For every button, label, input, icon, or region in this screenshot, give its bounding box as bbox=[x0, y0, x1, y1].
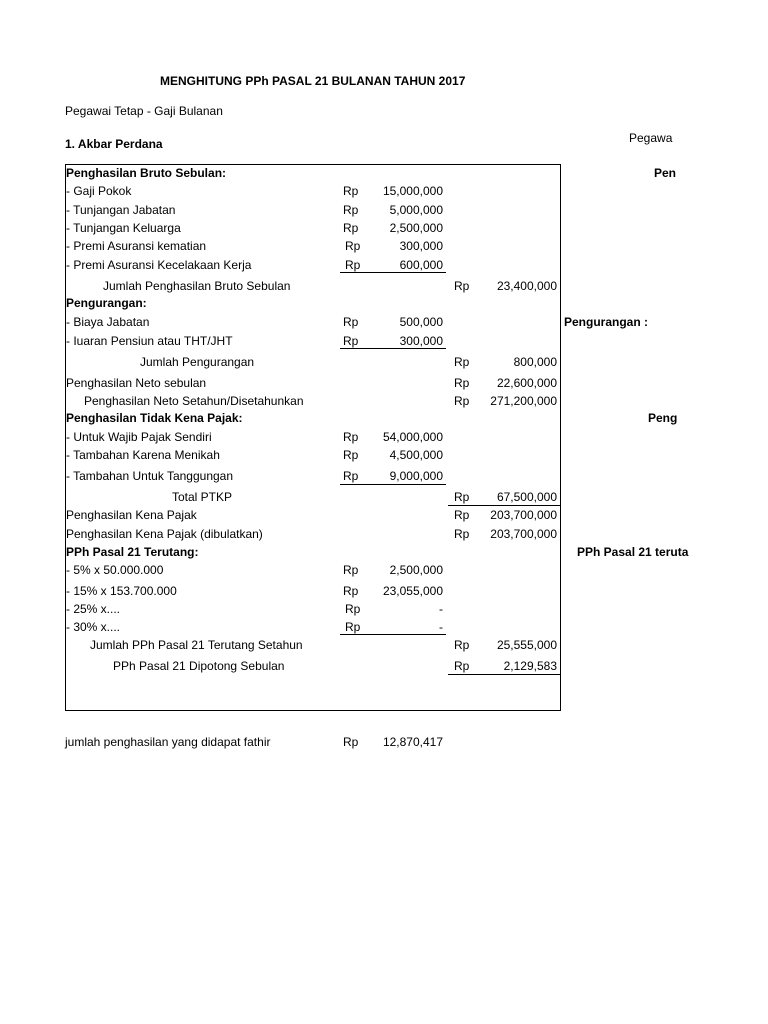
pph-item-value: - bbox=[439, 602, 443, 616]
bruto-item-value: 600,000 bbox=[399, 258, 443, 272]
total-underline bbox=[448, 674, 561, 675]
currency-label: Rp bbox=[343, 469, 359, 483]
bruto-item-label: - Premi Asuransi Kecelakaan Kerja bbox=[66, 258, 252, 272]
bruto-total-value: 23,400,000 bbox=[496, 279, 557, 293]
subtotal-underline bbox=[340, 348, 446, 349]
footer-value: 12,870,417 bbox=[382, 735, 443, 749]
pph-item-label: - 15% x 153.700.000 bbox=[66, 584, 177, 598]
pkp-label: Penghasilan Kena Pajak bbox=[66, 508, 197, 522]
subtitle: Pegawai Tetap - Gaji Bulanan bbox=[65, 104, 223, 118]
bruto-item-value: 2,500,000 bbox=[389, 221, 443, 235]
subtotal-underline bbox=[340, 272, 446, 273]
pph-item-label: - 25% x.... bbox=[66, 602, 121, 616]
footer-label: jumlah penghasilan yang didapat fathir bbox=[65, 735, 271, 749]
currency-label: Rp bbox=[454, 279, 470, 293]
pengurangan-item-label: - Biaya Jabatan bbox=[66, 315, 150, 329]
pengurangan-item-value: 300,000 bbox=[399, 334, 443, 348]
currency-label: Rp bbox=[454, 527, 470, 541]
pengurangan-total-value: 800,000 bbox=[513, 355, 557, 369]
bruto-item-label: - Tunjangan Keluarga bbox=[66, 221, 181, 235]
ptkp-item-label: - Untuk Wajib Pajak Sendiri bbox=[66, 430, 212, 444]
currency-label: Rp bbox=[454, 376, 470, 390]
right-partial-ptkp: Peng bbox=[648, 411, 678, 425]
bruto-item-label: - Tunjangan Jabatan bbox=[66, 203, 176, 217]
pengurangan-total-label: Jumlah Pengurangan bbox=[140, 355, 255, 369]
currency-label: Rp bbox=[343, 203, 359, 217]
currency-label: Rp bbox=[343, 448, 359, 462]
currency-label: Rp bbox=[345, 620, 361, 634]
employee-name: 1. Akbar Perdana bbox=[65, 137, 163, 151]
currency-label: Rp bbox=[343, 735, 359, 749]
currency-label: Rp bbox=[343, 184, 359, 198]
currency-label: Rp bbox=[454, 490, 470, 504]
pph-monthly-label: PPh Pasal 21 Dipotong Sebulan bbox=[113, 659, 285, 673]
ptkp-total-label: Total PTKP bbox=[172, 490, 233, 504]
pph-item-label: - 30% x.... bbox=[66, 620, 121, 634]
currency-label: Rp bbox=[343, 315, 359, 329]
page-title: MENGHITUNG PPh PASAL 21 BULANAN TAHUN 2017 bbox=[160, 74, 466, 88]
currency-label: Rp bbox=[343, 334, 359, 348]
right-partial-pph: PPh Pasal 21 teruta bbox=[577, 545, 689, 559]
ptkp-item-label: - Tambahan Karena Menikah bbox=[66, 448, 220, 462]
right-partial-pegawai: Pegawa bbox=[629, 131, 673, 145]
neto-monthly-value: 22,600,000 bbox=[496, 376, 557, 390]
neto-yearly-label: Penghasilan Neto Setahun/Disetahunkan bbox=[84, 394, 304, 408]
currency-label: Rp bbox=[343, 563, 359, 577]
currency-label: Rp bbox=[345, 602, 361, 616]
currency-label: Rp bbox=[343, 584, 359, 598]
ptkp-item-label: - Tambahan Untuk Tanggungan bbox=[66, 469, 234, 483]
neto-yearly-value: 271,200,000 bbox=[490, 394, 557, 408]
bruto-total-label: Jumlah Penghasilan Bruto Sebulan bbox=[103, 279, 291, 293]
bruto-item-label: - Premi Asuransi kematian bbox=[66, 239, 207, 253]
pph-header: PPh Pasal 21 Terutang: bbox=[66, 545, 199, 559]
bruto-item-label: - Gaji Pokok bbox=[66, 184, 132, 198]
bruto-item-value: 5,000,000 bbox=[389, 203, 443, 217]
currency-label: Rp bbox=[343, 221, 359, 235]
pph-total-value: 25,555,000 bbox=[496, 638, 557, 652]
currency-label: Rp bbox=[454, 638, 470, 652]
subtotal-underline bbox=[340, 634, 446, 635]
pph-item-value: 2,500,000 bbox=[389, 563, 443, 577]
currency-label: Rp bbox=[454, 508, 470, 522]
pengurangan-item-label: - Iuaran Pensiun atau THT/JHT bbox=[66, 334, 233, 348]
bruto-item-value: 15,000,000 bbox=[382, 184, 443, 198]
subtotal-underline bbox=[340, 484, 446, 485]
pph-item-value: - bbox=[439, 620, 443, 634]
right-partial-penghasilan: Pen bbox=[654, 166, 677, 180]
currency-label: Rp bbox=[343, 430, 359, 444]
currency-label: Rp bbox=[454, 394, 470, 408]
currency-label: Rp bbox=[345, 239, 361, 253]
pph-monthly-value: 2,129,583 bbox=[503, 659, 557, 673]
pph-item-label: - 5% x 50.000.000 bbox=[66, 563, 164, 577]
pph-item-value: 23,055,000 bbox=[382, 584, 443, 598]
currency-label: Rp bbox=[454, 355, 470, 369]
bruto-header: Penghasilan Bruto Sebulan: bbox=[66, 166, 227, 180]
ptkp-item-value: 4,500,000 bbox=[389, 448, 443, 462]
pkp-rounded-label: Penghasilan Kena Pajak (dibulatkan) bbox=[66, 527, 263, 541]
currency-label: Rp bbox=[454, 659, 470, 673]
total-underline bbox=[448, 505, 561, 506]
pkp-rounded-value: 203,700,000 bbox=[490, 527, 557, 541]
right-partial-pengurangan: Pengurangan : bbox=[564, 315, 649, 329]
pengurangan-header: Pengurangan: bbox=[66, 296, 147, 310]
pkp-value: 203,700,000 bbox=[490, 508, 557, 522]
bruto-item-value: 300,000 bbox=[399, 239, 443, 253]
neto-monthly-label: Penghasilan Neto sebulan bbox=[66, 376, 207, 390]
pengurangan-item-value: 500,000 bbox=[399, 315, 443, 329]
ptkp-header: Penghasilan Tidak Kena Pajak: bbox=[66, 411, 243, 425]
currency-label: Rp bbox=[345, 258, 361, 272]
ptkp-item-value: 9,000,000 bbox=[389, 469, 443, 483]
ptkp-total-value: 67,500,000 bbox=[496, 490, 557, 504]
ptkp-item-value: 54,000,000 bbox=[382, 430, 443, 444]
pph-total-label: Jumlah PPh Pasal 21 Terutang Setahun bbox=[90, 638, 303, 652]
